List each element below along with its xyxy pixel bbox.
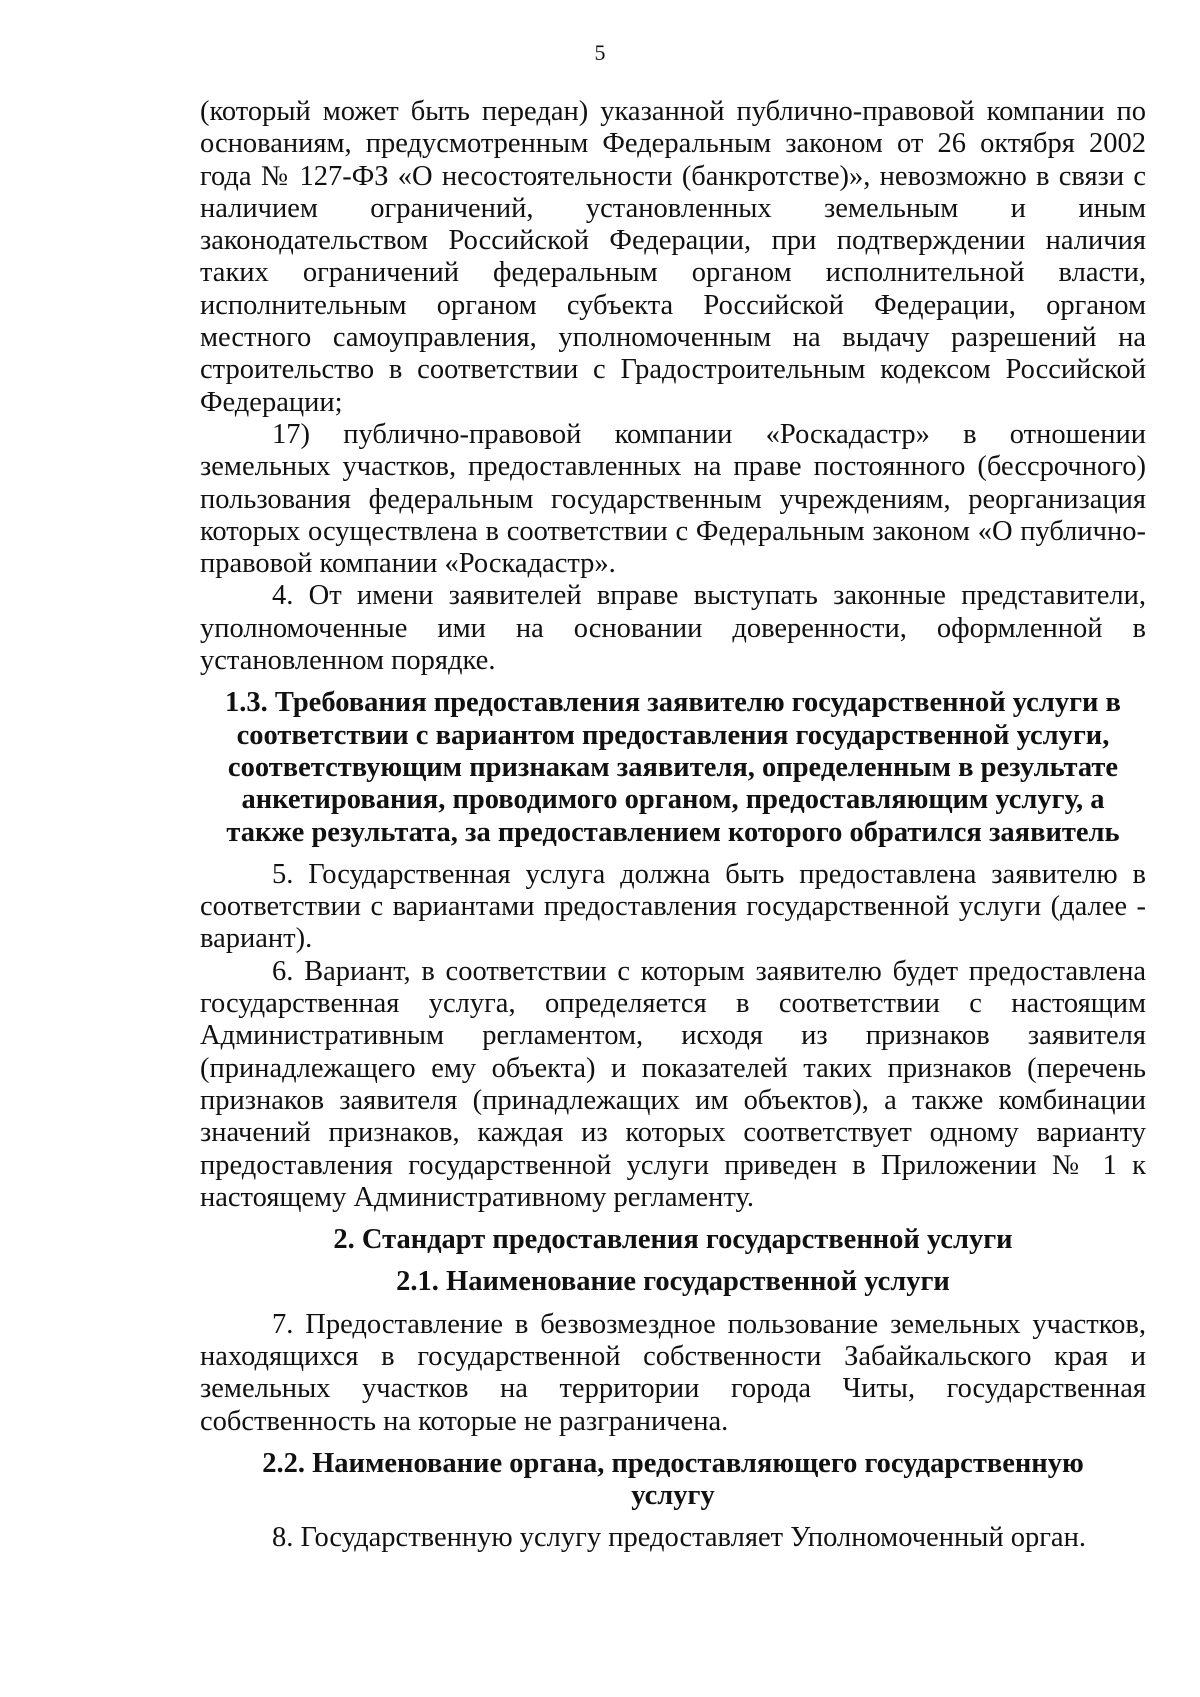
- page-number: 5: [594, 40, 606, 65]
- document-body: [200, 96, 1146, 1555]
- section-heading-2-1: 2.1. Наименование государственной услуги: [396, 1266, 950, 1298]
- section-heading-2: 2. Стандарт предоставления государственной услуги: [333, 1224, 1013, 1256]
- section-heading-1-3: 1.3. Требования предоставления заявителю государственной услуги в соответствии с вариантом предоставления государственной услуги, соответствующим признакам заявителя, определенным в результате анкетирования, проводимого органом, предоставляющим услугу, а также результата, за предоставлением которого обратился заявитель: [225, 687, 1121, 848]
- paragraph-4: 4. От имени заявителей вправе выступать законные представители, уполномоченные ими на основании доверенности, оформленной в установленном порядке.: [200, 580, 1146, 677]
- section-heading-2-2: 2.2. Наименование органа, предоставляющего государственную услугу: [262, 1447, 1084, 1512]
- paragraph-8: 8. Государственную услугу предоставляет Уполномоченный орган.: [272, 1522, 1086, 1554]
- paragraph-5: 5. Государственная услуга должна быть предоставлена заявителю в соответствии с вариантами предоставления государственной услуги (далее - вариант).: [200, 858, 1146, 955]
- paragraph-item-17: 17) публично-правовой компании «Роскадастр» в отношении земельных участков, предоставленных на праве постоянного (бессрочного) пользования федеральным государственным учреждениям, реорганизация которых осуществлена в соответствии с Федеральным законом «О публично-правовой компании «Роскадастр».: [200, 418, 1146, 580]
- paragraph-7: 7. Предоставление в безвозмездное пользование земельных участков, находящихся в государственной собственности Забайкальского края и земельных участков на территории города Читы, государственная собственность на которые не разграничена.: [200, 1308, 1146, 1437]
- paragraph-continuation: (который может быть передан) указанной публично-правовой компании по основаниям, предусмотренным Федеральным законом от 26 октября 2002 года № 127-ФЗ «О несостоятельности (банкротстве)», невозможно в связи с наличием ограничений, установленных земельным и иным законодательством Российской Федерации, при подтверждении наличия таких ограничений федеральным органом исполнительной власти, исполнительным органом субъекта Российской Федерации, органом местного самоуправления, уполномоченным на выдачу разрешений на строительство в соответствии с Градостроительным кодексом Российской Федерации;: [200, 96, 1146, 418]
- paragraph-6: 6. Вариант, в соответствии с которым заявителю будет предоставлена государственная услуга, определяется в соответствии с настоящим Административным регламентом, исходя из признаков заявителя (принадлежащего ему объекта) и показателей таких признаков (перечень признаков заявителя (принадлежащих им объектов), а также комбинации значений признаков, каждая из которых соответствует одному варианту предоставления государственной услуги приведен в Приложении № 1 к настоящему Административному регламенту.: [200, 955, 1146, 1213]
